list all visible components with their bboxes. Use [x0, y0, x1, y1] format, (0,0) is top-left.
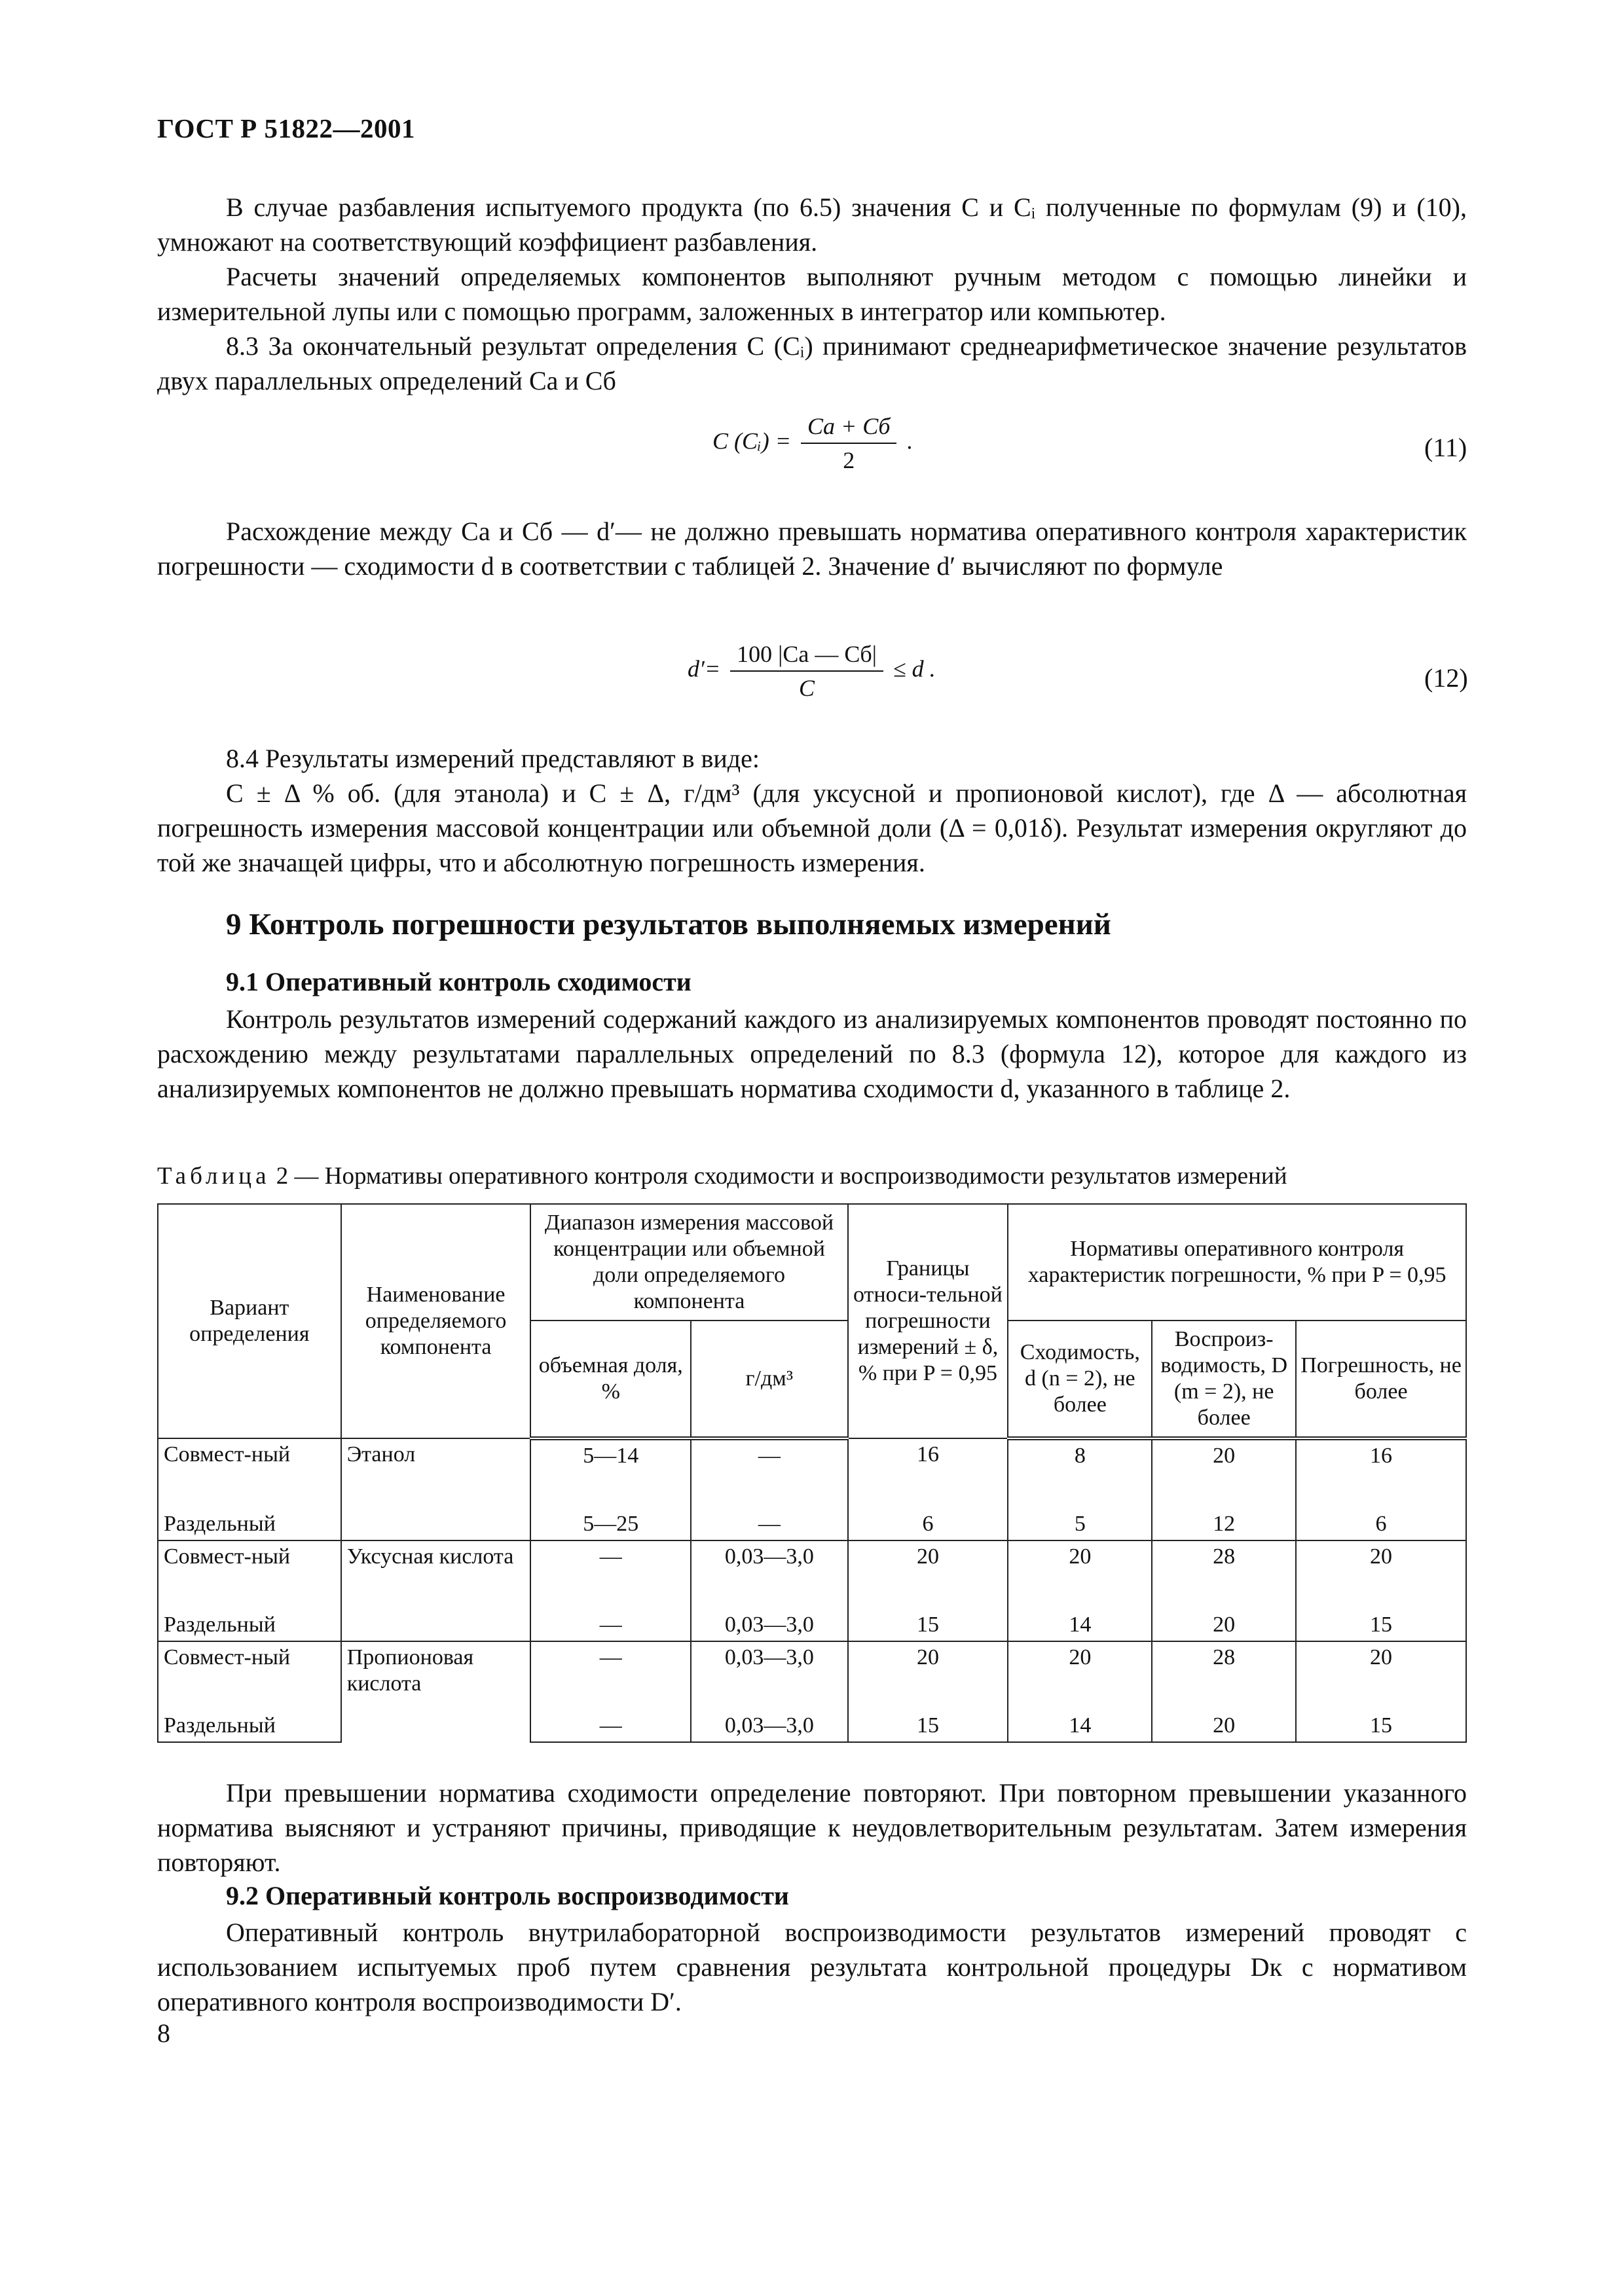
cell-variant: Раздельный	[158, 1508, 341, 1540]
cell-reproducibility: 20	[1152, 1710, 1296, 1742]
cell-error: 6	[1296, 1508, 1466, 1540]
formula-number: (12)	[1424, 663, 1468, 693]
paragraph-dilution	[157, 190, 1467, 398]
subsection-heading-9-1: 9.1 Оперативный контроль сходимости	[226, 967, 691, 996]
header-variant: Вариант определения	[158, 1204, 341, 1438]
cell-reproducibility: 20	[1152, 1609, 1296, 1641]
document-header: ГОСТ Р 51822—2001	[157, 113, 415, 143]
cell-error: 20	[1296, 1540, 1466, 1609]
cell-convergence: 14	[1008, 1609, 1152, 1641]
paragraph-text: Оперативный контроль внутрилабораторной воспроизводимости результатов измерений проводят с использованием испытуемых проб путем сравнения результата контрольной процедуры Dк с нормативом оперативного контроля воспроизводимости D′.	[157, 1918, 1467, 2016]
paragraph-text: 8.3 За окончательный результат определения C (Cᵢ) принимают среднеарифметическое значение результатов двух параллельных определений Cа и Cб	[157, 331, 1467, 395]
formula-numerator: 100 |Cа — Cб|	[730, 640, 883, 672]
cell-range-volume: —	[530, 1609, 691, 1641]
cell-component: Пропионовая кислота	[341, 1641, 531, 1742]
paragraph-text: Расхождение между Cа и Cб — d′— не должно превышать норматива оперативного контроля характеристик погрешности — сходимости d в соответствии с таблицей 2. Значение d′ вычисляют по формуле	[157, 517, 1467, 581]
formula-tail: ≤ d .	[893, 655, 936, 682]
cell-reproducibility: 28	[1152, 1540, 1296, 1609]
header-range: Диапазон измерения массовой концентрации или объемной доли определяемого компонента	[530, 1204, 847, 1321]
cell-component: Уксусная кислота	[341, 1540, 531, 1641]
paragraph-text: При превышении норматива сходимости определение повторяют. При повторном превышении указанного норматива выясняют и устраняют причины, приводящие к неудовлетворительным результатам. Затем измерения повторяют.	[157, 1778, 1467, 1877]
cell-range-volume: —	[530, 1540, 691, 1609]
table-row	[158, 1438, 1466, 1508]
paragraph-repeat	[157, 1776, 1467, 1880]
paragraph-reproducibility	[157, 1915, 1467, 2019]
formula-tail: .	[906, 428, 913, 454]
header-convergence: Сходимость, d (n = 2), не более	[1008, 1321, 1152, 1438]
header-bounds: Границы относи-тельной погрешности измерений ± δ, % при P = 0,95	[848, 1204, 1008, 1438]
paragraph-text: 8.4 Результаты измерений представляют в виде:	[226, 744, 760, 773]
cell-range-volume: 5—14	[530, 1438, 691, 1508]
table-row	[158, 1540, 1466, 1609]
paragraph-convergence	[157, 1002, 1467, 1106]
paragraph-text: Контроль результатов измерений содержаний каждого из анализируемых компонентов проводят постоянно по расхождению между результатами параллельных определений по 8.3 (формула 12), которое для каждого из анализируемых компонентов не должно превышать норматива сходимости d, указанного в таблице 2.	[157, 1004, 1467, 1103]
cell-variant: Совмест-ный	[158, 1438, 341, 1508]
formula-number: (11)	[1424, 433, 1467, 462]
table-caption-text: 2 — Нормативы оперативного контроля сходимости и воспроизводимости результатов измерений	[270, 1163, 1287, 1190]
paragraph-text: C ± Δ % об. (для этанола) и C ± Δ, г/дм³ (для уксусной и пропионовой кислот), где Δ — абсолютная погрешность измерения массовой концентрации или объемной доли (Δ = 0,01δ). Результат измерения округляют до той же значащей цифры, что и абсолютную погрешность измерения.	[157, 778, 1467, 877]
table-caption-word: Таблица	[157, 1163, 270, 1190]
section-heading-9: 9 Контроль погрешности результатов выполняемых измерений	[226, 907, 1111, 941]
cell-bounds: 20	[848, 1540, 1008, 1609]
table-caption	[157, 1162, 1287, 1190]
paragraph-text: В случае разбавления испытуемого продукта (по 6.5) значения C и Cᵢ полученные по формулам (9) и (10), умножают на соответствующий коэффициент разбавления.	[157, 192, 1467, 257]
formula-numerator: Cа + Cб	[801, 412, 896, 444]
cell-bounds: 6	[848, 1508, 1008, 1540]
cell-reproducibility: 20	[1152, 1438, 1296, 1508]
cell-convergence: 20	[1008, 1641, 1152, 1710]
formula-fraction	[730, 640, 883, 702]
cell-variant: Раздельный	[158, 1609, 341, 1641]
subsection-heading-9-2: 9.2 Оперативный контроль воспроизводимости	[226, 1881, 789, 1910]
paragraph-text: Расчеты значений определяемых компонентов выполняют ручным методом с помощью линейки и измерительной лупы или с помощью программ, заложенных в интегратор или компьютер.	[157, 262, 1467, 326]
cell-variant: Совмест-ный	[158, 1641, 341, 1710]
header-reproducibility: Воспроиз-водимость, D (m = 2), не более	[1152, 1321, 1296, 1438]
cell-bounds: 15	[848, 1609, 1008, 1641]
header-norms: Нормативы оперативного контроля характеристик погрешности, % при P = 0,95	[1008, 1204, 1466, 1321]
formula-lhs: d′=	[688, 655, 721, 682]
header-range-volume: объемная доля, %	[530, 1321, 691, 1438]
cell-range-volume: 5—25	[530, 1508, 691, 1540]
table-body	[158, 1438, 1466, 1742]
cell-bounds: 15	[848, 1710, 1008, 1742]
header-error: Погрешность, не более	[1296, 1321, 1466, 1438]
cell-range-gdm3: —	[691, 1438, 847, 1508]
formula-12	[688, 640, 936, 702]
cell-reproducibility: 12	[1152, 1508, 1296, 1540]
cell-range-gdm3: 0,03—3,0	[691, 1540, 847, 1609]
page-number: 8	[157, 2018, 170, 2048]
cell-convergence: 14	[1008, 1710, 1152, 1742]
cell-range-volume: —	[530, 1641, 691, 1710]
cell-variant: Совмест-ный	[158, 1540, 341, 1609]
cell-convergence: 5	[1008, 1508, 1152, 1540]
cell-convergence: 20	[1008, 1540, 1152, 1609]
cell-error: 15	[1296, 1609, 1466, 1641]
header-component: Наименование определяемого компонента	[341, 1204, 531, 1438]
cell-range-gdm3: 0,03—3,0	[691, 1609, 847, 1641]
cell-range-gdm3: —	[691, 1508, 847, 1540]
cell-convergence: 8	[1008, 1438, 1152, 1508]
cell-component: Этанол	[341, 1438, 531, 1540]
cell-error: 16	[1296, 1438, 1466, 1508]
cell-error: 15	[1296, 1710, 1466, 1742]
cell-bounds: 16	[848, 1438, 1008, 1508]
paragraph-results	[157, 741, 1467, 880]
formula-11	[712, 412, 912, 474]
formula-fraction	[801, 412, 896, 474]
formula-lhs: C (Cᵢ) =	[712, 428, 791, 454]
formula-denominator: 2	[843, 447, 855, 473]
cell-error: 20	[1296, 1641, 1466, 1710]
cell-variant: Раздельный	[158, 1710, 341, 1742]
cell-reproducibility: 28	[1152, 1641, 1296, 1710]
header-range-gdm3: г/дм³	[691, 1321, 847, 1438]
cell-bounds: 20	[848, 1641, 1008, 1710]
cell-range-gdm3: 0,03—3,0	[691, 1710, 847, 1742]
paragraph-divergence	[157, 514, 1467, 583]
norms-table	[157, 1203, 1467, 1743]
table-row	[158, 1641, 1466, 1710]
cell-range-gdm3: 0,03—3,0	[691, 1641, 847, 1710]
formula-denominator: C	[799, 675, 815, 701]
cell-range-volume: —	[530, 1710, 691, 1742]
